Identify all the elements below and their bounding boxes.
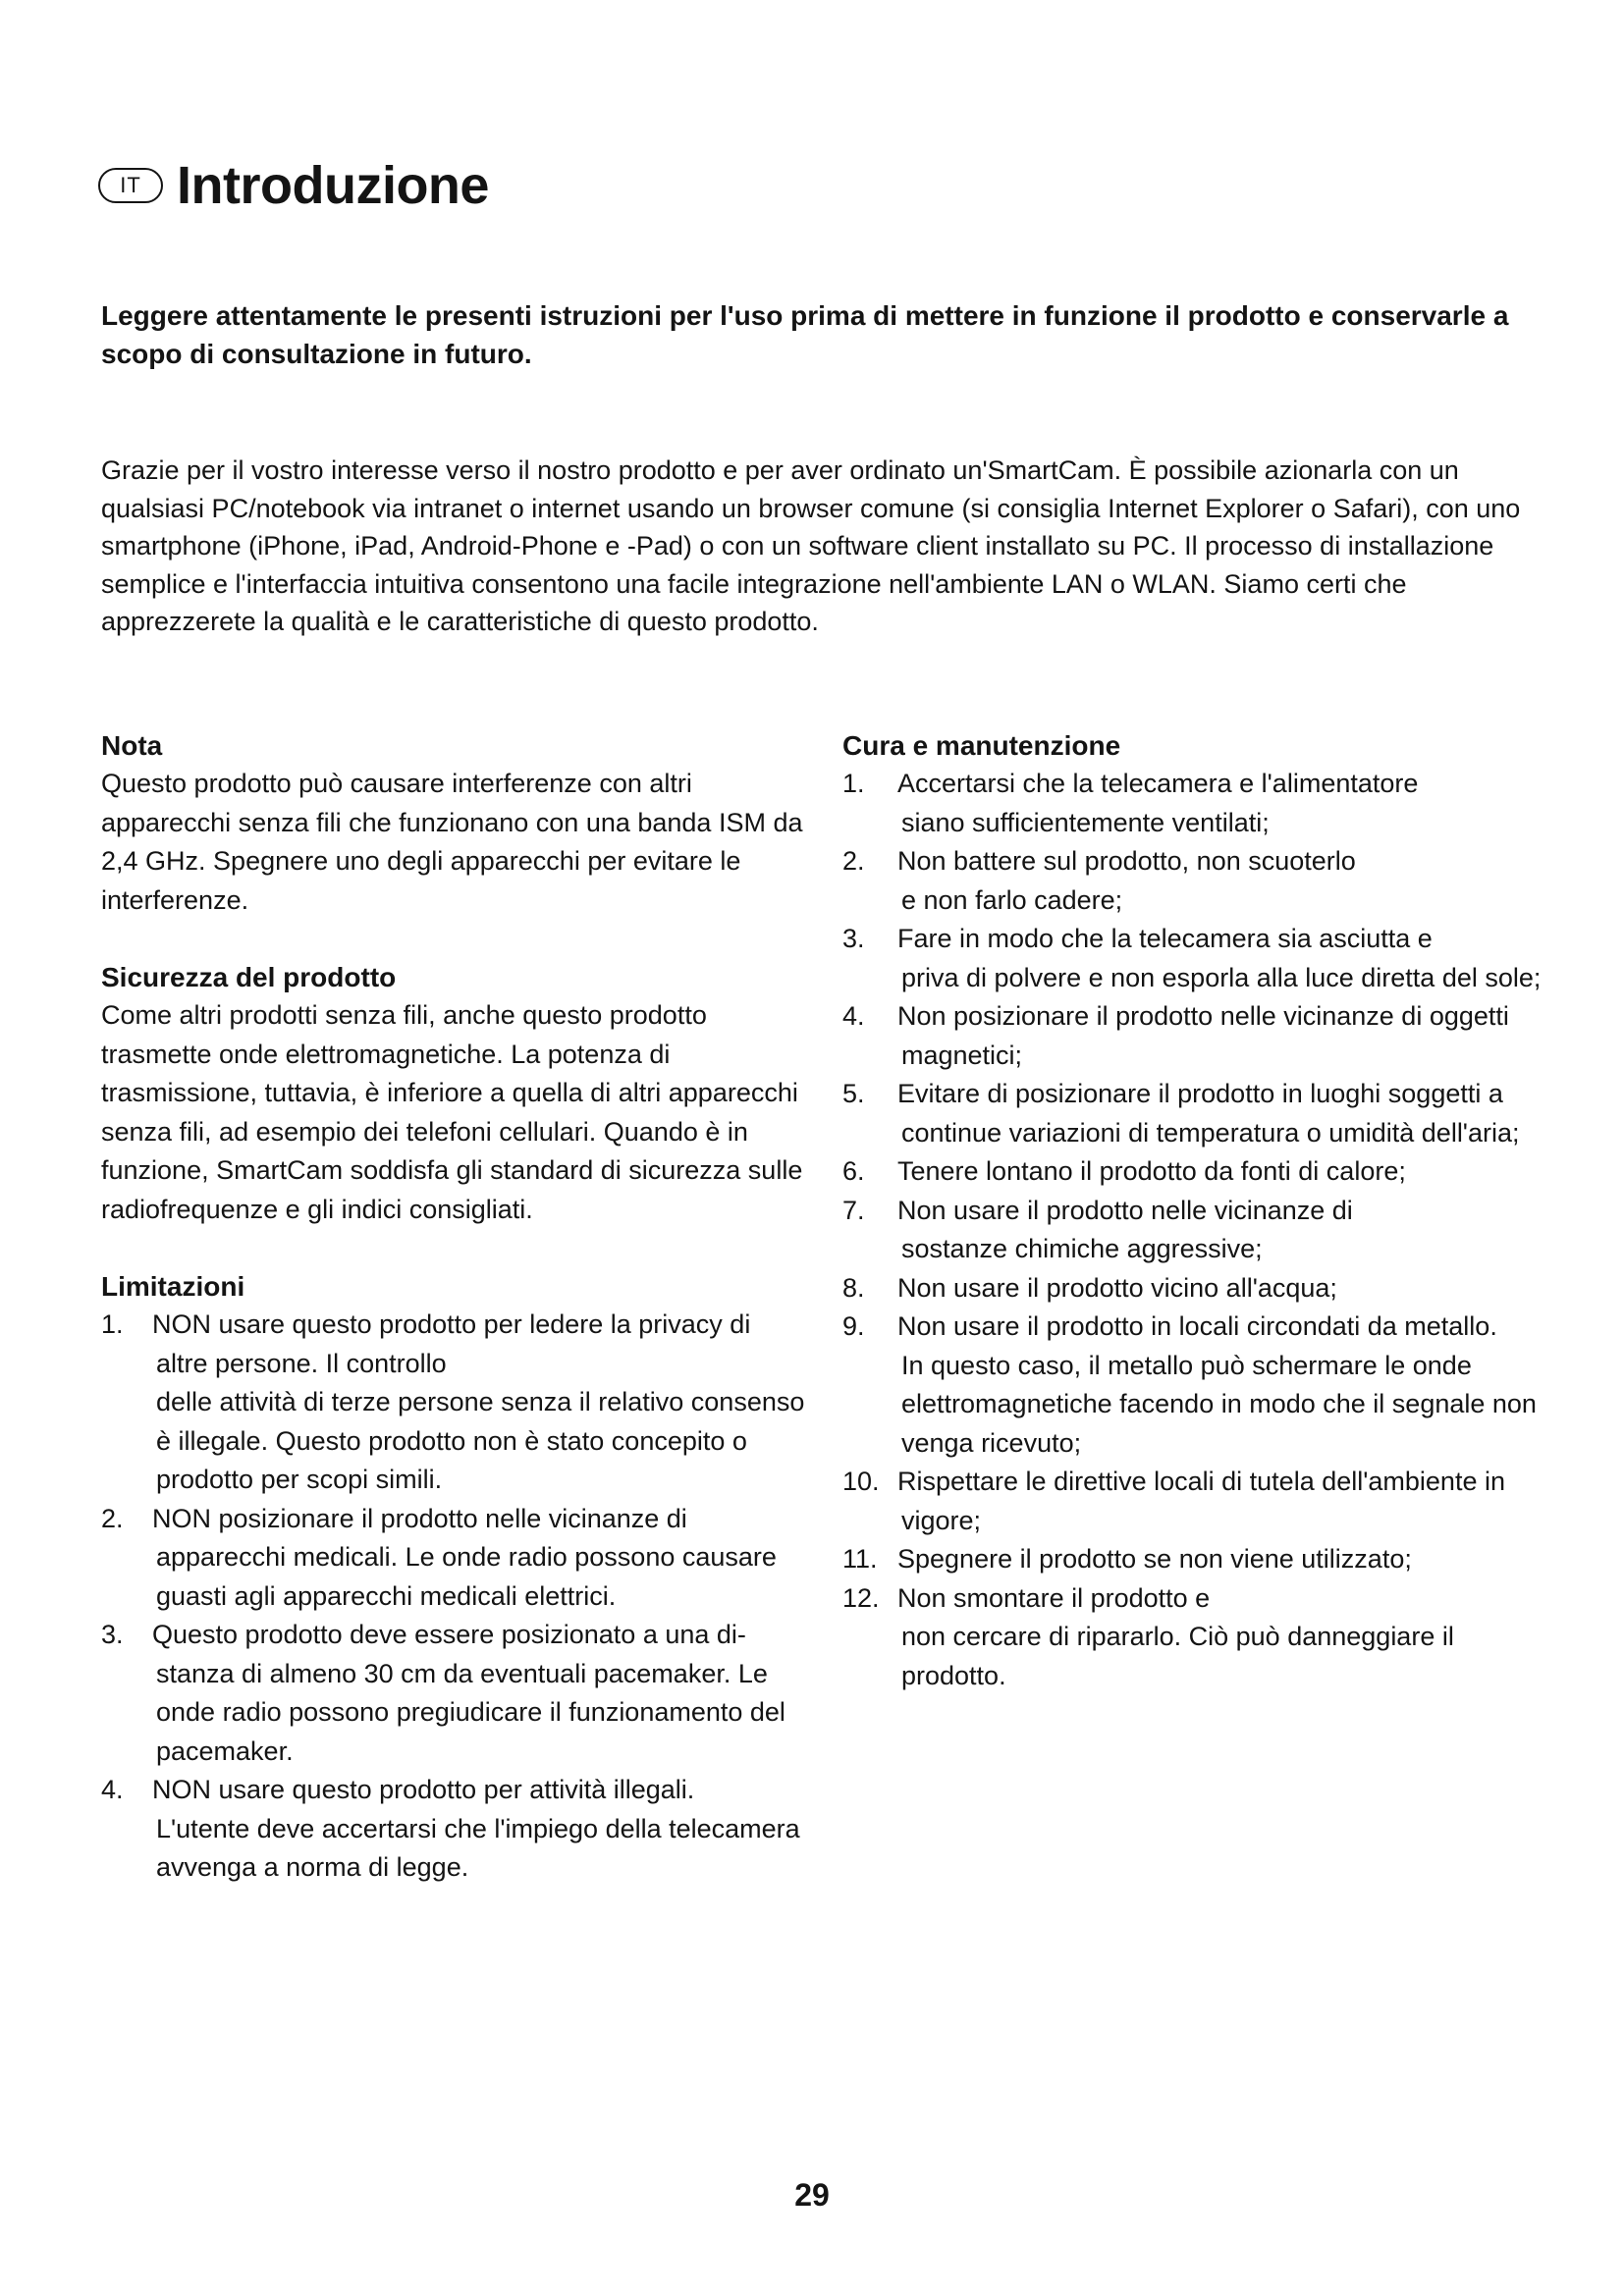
list-item-text: Fare in modo che la telecamera sia asciutta e xyxy=(897,924,1433,953)
list-item-number: 12. xyxy=(842,1582,880,1613)
intro-paragraph: Grazie per il vostro interesse verso il nostro prodotto e per aver ordinato un'SmartCam. È possibile azionarla con un qualsiasi PC/notebook via intranet o internet usando un browser comune (si consiglia Internet Explorer o Safari), con uno smartphone (iPhone, iPad, Android-Phone e -Pad) o con un software client installato su PC. Il processo di installazione semplice e l'interfaccia intuitiva consentono una facile integrazione nell'ambiente LAN o WLAN. Siamo certi che apprezzerete la qualità e le caratteristiche di questo prodotto. xyxy=(101,455,1521,636)
nota-text: Questo prodotto può causare interferenze con altri apparecchi senza fili che funzionano con una banda ISM da 2,4 GHz. Spegnere uno degli apparecchi per evitare le interferenze. xyxy=(101,769,803,915)
list-item-number: 11. xyxy=(842,1544,878,1574)
sicurezza-text: Come altri prodotti senza fili, anche questo prodotto trasmette onde elettromagnetiche. La potenza di trasmissione, tuttavia, è inferiore a quella di altri apparecchi senza fili, ad esempio dei telefoni cellulari. Quando è in funzione, SmartCam soddisfa gli standard di sicurezza sulle radiofrequenze e gli indici consigliati. xyxy=(101,1000,803,1224)
list-item-continuation: stanza di almeno 30 cm da eventuali pacemaker. Le onde radio possono pregiudicare il funzionamento del pacemaker. xyxy=(156,1658,785,1766)
list-item-number: 3. xyxy=(842,924,865,953)
list-item-continuation: vigore; xyxy=(901,1505,982,1535)
list-item-number: 3. xyxy=(101,1620,124,1649)
page-title: Introduzione xyxy=(177,156,489,215)
list-item xyxy=(842,1192,1549,1269)
list-item-text: Evitare di posizionare il prodotto in luoghi soggetti a xyxy=(897,1079,1503,1108)
list-item-text: Questo prodotto deve essere posizionato a una di- xyxy=(152,1620,746,1649)
list-item-number: 4. xyxy=(101,1775,124,1804)
list-item-continuation: e non farlo cadere; xyxy=(901,884,1123,915)
list-item xyxy=(842,1463,1549,1540)
list-item-number: 2. xyxy=(101,1503,124,1533)
list-item xyxy=(842,842,1549,920)
limitazioni-heading: Limitazioni xyxy=(101,1271,245,1302)
cura-list xyxy=(842,765,1549,1695)
list-item-continuation: apparecchi medicali. Le onde radio possono causare guasti agli apparecchi medicali elettrici. xyxy=(156,1542,777,1611)
list-item-continuation: delle attività di terze persone senza il relativo consenso è illegale. Questo prodotto non è stato concepito o prodotto per scopi simili. xyxy=(156,1387,805,1494)
list-item-continuation: magnetici; xyxy=(901,1040,1023,1070)
list-item-continuation: siano sufficientemente ventilati; xyxy=(901,807,1270,837)
list-item-continuation: In questo caso, il metallo può schermare le onde elettromagnetiche facendo in modo che il segnale non venga ricevuto; xyxy=(901,1350,1537,1458)
list-item-text: Non usare il prodotto vicino all'acqua; xyxy=(897,1272,1337,1303)
list-item xyxy=(842,1540,1549,1579)
list-item xyxy=(842,1075,1549,1152)
list-item-number: 5. xyxy=(842,1079,865,1108)
list-item-text: Tenere lontano il prodotto da fonti di calore; xyxy=(897,1156,1406,1186)
list-item-continuation: continue variazioni di temperatura o umidità dell'aria; xyxy=(901,1117,1520,1148)
list-item-text: Non usare il prodotto in locali circondati da metallo. xyxy=(897,1311,1497,1341)
left-column xyxy=(101,726,808,1888)
list-item-number: 2. xyxy=(842,846,865,876)
right-column xyxy=(842,726,1549,1695)
list-item-text: Non usare il prodotto nelle vicinanze di xyxy=(897,1195,1353,1225)
list-item-text: Non smontare il prodotto e xyxy=(897,1582,1211,1613)
list-item-text: Non battere sul prodotto, non scuoterlo xyxy=(897,846,1356,876)
sicurezza-heading: Sicurezza del prodotto xyxy=(101,962,397,992)
list-item xyxy=(842,920,1549,997)
page-number: 29 xyxy=(794,2177,830,2213)
list-item xyxy=(842,1152,1549,1192)
list-item-number: 6. xyxy=(842,1156,865,1186)
list-item-number: 8. xyxy=(842,1272,865,1303)
list-item-number: 10. xyxy=(842,1467,880,1496)
list-item-continuation: priva di polvere e non esporla alla luce diretta del sole; xyxy=(901,962,1542,992)
list-item-number: 7. xyxy=(842,1195,865,1225)
list-item-continuation: L'utente deve accertarsi che l'impiego della telecamera avvenga a norma di legge. xyxy=(156,1813,800,1882)
list-item-number: 1. xyxy=(842,769,865,798)
list-item xyxy=(842,1308,1549,1463)
nota-heading: Nota xyxy=(101,730,163,761)
title-row xyxy=(98,156,489,215)
list-item xyxy=(842,997,1549,1075)
list-item-text: NON usare questo prodotto per attività illegali. xyxy=(152,1775,695,1804)
list-item xyxy=(842,1269,1549,1308)
list-item xyxy=(101,1306,808,1500)
list-item-number: 9. xyxy=(842,1311,865,1341)
list-item-continuation: sostanze chimiche aggressive; xyxy=(901,1234,1263,1263)
list-item-text: Spegnere il prodotto se non viene utilizzato; xyxy=(897,1544,1412,1574)
list-item-text: Rispettare le direttive locali di tutela dell'ambiente in xyxy=(897,1467,1505,1496)
intro-bold-paragraph: Leggere attentamente le presenti istruzioni per l'uso prima di mettere in funzione il prodotto e conservarle a scopo di consultazione in futuro. xyxy=(101,300,1509,369)
list-item xyxy=(842,765,1549,842)
list-item-text: Accertarsi che la telecamera e l'alimentatore xyxy=(897,769,1419,798)
list-item-text: NON usare questo prodotto per ledere la privacy di xyxy=(152,1309,751,1339)
list-item-continuation: altre persone. Il controllo xyxy=(156,1348,447,1378)
list-item-text: NON posizionare il prodotto nelle vicinanze di xyxy=(152,1503,687,1533)
list-item xyxy=(101,1616,808,1771)
list-item xyxy=(101,1771,808,1888)
language-badge: IT xyxy=(98,168,163,203)
limitazioni-list xyxy=(101,1306,808,1888)
list-item xyxy=(101,1500,808,1617)
cura-heading: Cura e manutenzione xyxy=(842,730,1121,761)
list-item-number: 4. xyxy=(842,1001,865,1031)
list-item-text: Non posizionare il prodotto nelle vicinanze di oggetti xyxy=(897,1001,1509,1031)
list-item-continuation: non cercare di ripararlo. Ciò può danneggiare il prodotto. xyxy=(901,1622,1454,1690)
list-item-number: 1. xyxy=(101,1309,124,1339)
list-item xyxy=(842,1579,1549,1696)
